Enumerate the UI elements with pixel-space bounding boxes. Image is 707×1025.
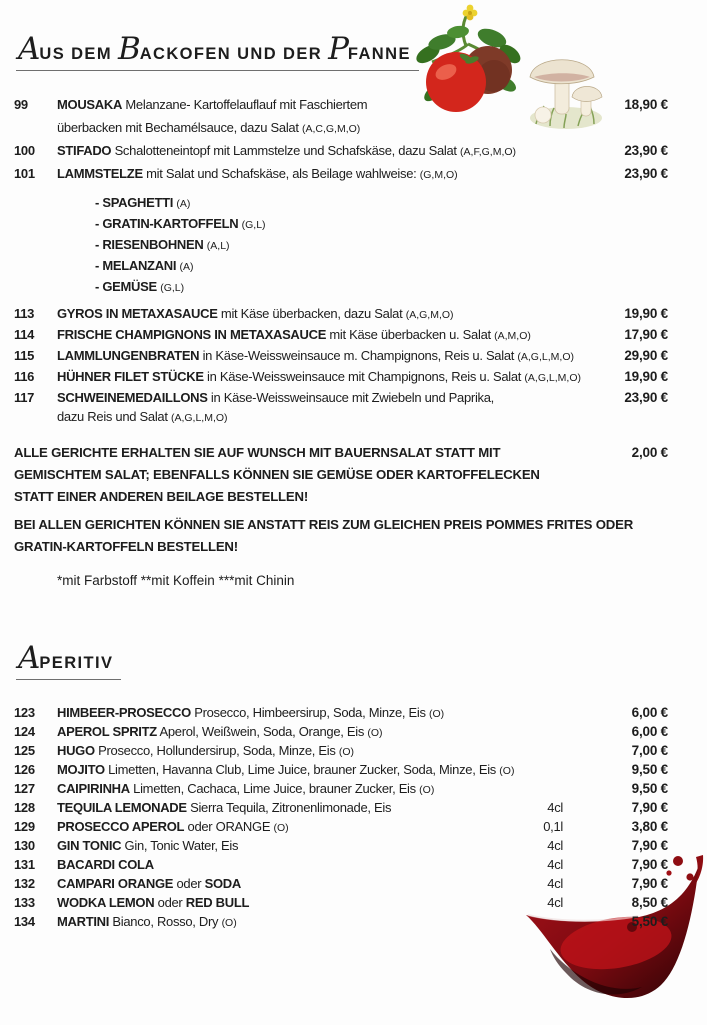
item-number: 117 bbox=[14, 390, 35, 405]
item-text bbox=[57, 761, 515, 780]
item-number: 100 bbox=[14, 143, 35, 158]
item-description: in Käse-Weissweinsauce mit Champignons, Reis u. Salat bbox=[207, 369, 522, 384]
item-price: 9,50 € bbox=[631, 762, 668, 777]
item-description: mit Salat und Schafskäse, als Beilage wahlweise: bbox=[146, 166, 417, 181]
item-price: 19,90 € bbox=[624, 369, 668, 384]
item-description: in Käse-Weissweinsauce mit Zwiebeln und Paprika, bbox=[210, 390, 494, 405]
item-price: 17,90 € bbox=[624, 327, 668, 342]
allergen-codes: (A,G,L,M,O) bbox=[524, 372, 581, 384]
allergen-codes: (A,L) bbox=[206, 240, 230, 252]
item-price: 7,90 € bbox=[631, 838, 668, 853]
allergen-codes: (O) bbox=[367, 727, 383, 739]
item-text bbox=[57, 325, 563, 346]
item-name: APEROL SPRITZ bbox=[57, 724, 157, 739]
notice-line: GEMISCHTEM SALAT; EBENFALLS KÖNNEN SIE GEMÜSE ODER KARTOFFELECKEN bbox=[14, 467, 540, 482]
menu-item-128 bbox=[14, 799, 668, 818]
title-text: ACKOFEN UND DER bbox=[139, 45, 329, 63]
item-name: HÜHNER FILET STÜCKE bbox=[57, 369, 204, 384]
item-price: 6,00 € bbox=[631, 705, 668, 720]
allergen-codes: (A,G,L,M,O) bbox=[170, 412, 228, 424]
item-number: 123 bbox=[14, 705, 35, 720]
item-connector: oder bbox=[157, 895, 183, 910]
allergen-codes: (A,C,G,M,O) bbox=[301, 123, 361, 135]
menu-item-130 bbox=[14, 837, 668, 856]
item-text bbox=[57, 837, 511, 856]
item-price: 8,50 € bbox=[631, 895, 668, 910]
notice-line: ALLE GERICHTE ERHALTEN SIE AUF WUNSCH MIT BAUERNSALAT STATT MIT bbox=[14, 445, 501, 460]
item-name: CAIPIRINHA bbox=[57, 781, 130, 796]
item-price: 5,50 € bbox=[631, 914, 668, 929]
allergen-codes: (A,G,L,M,O) bbox=[517, 351, 574, 363]
item-text bbox=[57, 367, 581, 388]
item-description: Schalotteneintopf mit Lammstelze und Schafskäse, dazu Salat bbox=[114, 143, 457, 158]
menu-item-134 bbox=[14, 913, 668, 932]
item-name-2: SODA bbox=[204, 876, 241, 891]
item-number: 99 bbox=[14, 97, 28, 112]
item-description: oder ORANGE bbox=[187, 819, 271, 834]
item-number: 132 bbox=[14, 876, 35, 891]
item-connector: oder bbox=[176, 876, 202, 891]
item-number: 134 bbox=[14, 914, 35, 929]
menu-item-125 bbox=[14, 742, 668, 761]
item-text bbox=[57, 704, 511, 723]
serving-size: 4cl bbox=[547, 800, 563, 815]
item-number: 127 bbox=[14, 781, 35, 796]
title-initial: A bbox=[18, 640, 40, 676]
item-description: Bianco, Rosso, Dry bbox=[112, 914, 219, 929]
menu-item-115 bbox=[14, 346, 668, 367]
item-name: MOJITO bbox=[57, 762, 105, 777]
item-description: mit Käse überbacken, dazu Salat bbox=[220, 306, 403, 321]
notice-line: STATT EINER ANDEREN BEILAGE BESTELLEN! bbox=[14, 489, 309, 504]
option-name: - MELANZANI bbox=[95, 258, 177, 273]
title-initial: P bbox=[328, 31, 348, 67]
allergen-codes: (A) bbox=[179, 261, 194, 273]
item-name: LAMMLUNGENBRATEN bbox=[57, 348, 200, 363]
option-name: - GRATIN-KARTOFFELN bbox=[95, 216, 239, 231]
item-name: STIFADO bbox=[57, 143, 112, 158]
item-number: 128 bbox=[14, 800, 35, 815]
item-name: MOUSAKA bbox=[57, 97, 123, 112]
allergen-codes: (O) bbox=[273, 822, 289, 834]
allergen-codes: (G,L) bbox=[160, 282, 185, 294]
serving-size: 4cl bbox=[547, 876, 563, 891]
item-description-2: überbacken mit Bechamélsauce, dazu Salat bbox=[57, 120, 299, 135]
side-option bbox=[14, 193, 668, 214]
menu-item-129 bbox=[14, 818, 668, 837]
item-description: Melanzane- Kartoffelauflauf mit Faschiertem bbox=[125, 97, 368, 112]
allergen-codes: (G,L) bbox=[241, 219, 266, 231]
item-price: 23,90 € bbox=[624, 143, 668, 158]
item-description: Aperol, Weißwein, Soda, Orange, Eis bbox=[159, 724, 365, 739]
item-number: 113 bbox=[14, 306, 35, 321]
notice-pommes bbox=[14, 514, 668, 558]
item-text bbox=[57, 799, 511, 818]
item-name: GIN TONIC bbox=[57, 838, 122, 853]
title-text: US DEM bbox=[39, 45, 118, 63]
allergen-codes: (O) bbox=[429, 708, 445, 720]
allergen-codes: (A) bbox=[176, 198, 191, 210]
option-name: - GEMÜSE bbox=[95, 279, 157, 294]
menu-item-116 bbox=[14, 367, 668, 388]
menu-item-127 bbox=[14, 780, 668, 799]
item-text bbox=[57, 140, 563, 163]
menu-item-124 bbox=[14, 723, 668, 742]
allergen-codes: (O) bbox=[419, 784, 435, 796]
menu-item-133 bbox=[14, 894, 668, 913]
item-price: 7,90 € bbox=[631, 800, 668, 815]
side-option bbox=[14, 214, 668, 235]
option-name: - SPAGHETTI bbox=[95, 195, 174, 210]
item-text bbox=[57, 875, 511, 894]
item-price: 9,50 € bbox=[631, 781, 668, 796]
serving-size: 4cl bbox=[547, 895, 563, 910]
notice-text bbox=[14, 514, 668, 558]
item-description: Prosecco, Himbeersirup, Soda, Minze, Eis bbox=[194, 705, 426, 720]
item-line1 bbox=[57, 388, 563, 407]
item-price: 6,00 € bbox=[631, 724, 668, 739]
menu-item-132 bbox=[14, 875, 668, 894]
section-backofen-header bbox=[16, 31, 668, 71]
item-number: 124 bbox=[14, 724, 35, 739]
item-line2 bbox=[57, 407, 563, 428]
dish-list-2 bbox=[14, 304, 668, 428]
item-description: Limetten, Cachaca, Lime Juice, brauner Zucker, Eis bbox=[133, 781, 416, 796]
item-name: LAMMSTELZE bbox=[57, 166, 143, 181]
notice-price: 2,00 € bbox=[631, 445, 668, 460]
item-name: TEQUILA LEMONADE bbox=[57, 800, 187, 815]
additives-footnote: *mit Farbstoff **mit Koffein ***mit Chinin bbox=[57, 573, 295, 588]
menu-item-131 bbox=[14, 856, 668, 875]
item-number: 114 bbox=[14, 327, 35, 342]
drink-list bbox=[14, 704, 668, 932]
side-option bbox=[14, 235, 668, 256]
item-price: 7,00 € bbox=[631, 743, 668, 758]
dish-list-1 bbox=[14, 94, 668, 186]
item-number: 130 bbox=[14, 838, 35, 853]
item-price: 7,90 € bbox=[631, 876, 668, 891]
item-text bbox=[57, 913, 511, 932]
menu-item-101 bbox=[14, 163, 668, 186]
item-price: 7,90 € bbox=[631, 857, 668, 872]
allergen-codes: (A,G,M,O) bbox=[405, 309, 454, 321]
item-number: 115 bbox=[14, 348, 35, 363]
item-text bbox=[57, 742, 511, 761]
item-text bbox=[57, 94, 563, 140]
item-name: PROSECCO APEROL bbox=[57, 819, 185, 834]
title-text: FANNE bbox=[347, 45, 411, 63]
item-number: 129 bbox=[14, 819, 35, 834]
item-description: in Käse-Weissweinsauce m. Champignons, Reis u. Salat bbox=[202, 348, 515, 363]
item-name: SCHWEINEMEDAILLONS bbox=[57, 390, 208, 405]
item-name: HIMBEER-PROSECCO bbox=[57, 705, 191, 720]
title-text: PERITIV bbox=[39, 654, 114, 672]
item-name: MARTINI bbox=[57, 914, 110, 929]
item-name: CAMPARI ORANGE bbox=[57, 876, 174, 891]
serving-size: 0,1l bbox=[543, 819, 563, 834]
allergen-codes: (O) bbox=[221, 917, 237, 929]
item-description-2: dazu Reis und Salat bbox=[57, 409, 168, 424]
item-name-2: RED BULL bbox=[185, 895, 250, 910]
item-name: BACARDI COLA bbox=[57, 857, 154, 872]
item-text bbox=[57, 163, 563, 186]
section-title-backofen bbox=[16, 31, 419, 71]
menu-item-123 bbox=[14, 704, 668, 723]
side-option-list bbox=[14, 193, 668, 298]
item-description: Limetten, Havanna Club, Lime Juice, brauner Zucker, Soda, Minze, Eis bbox=[108, 762, 496, 777]
serving-size: 4cl bbox=[547, 857, 563, 872]
item-name: WODKA LEMON bbox=[57, 895, 155, 910]
menu-item-99 bbox=[14, 94, 668, 140]
menu-item-126 bbox=[14, 761, 668, 780]
item-number: 126 bbox=[14, 762, 35, 777]
item-name: GYROS IN METAXASAUCE bbox=[57, 306, 218, 321]
item-description: Sierra Tequila, Zitronenlimonade, Eis bbox=[190, 800, 392, 815]
notice-line: GRATIN-KARTOFFELN BESTELLEN! bbox=[14, 539, 238, 554]
item-price: 19,90 € bbox=[624, 306, 668, 321]
item-description: mit Käse überbacken u. Salat bbox=[329, 327, 491, 342]
allergen-codes: (A,M,O) bbox=[494, 330, 531, 342]
allergen-codes: (O) bbox=[338, 746, 355, 758]
item-line1 bbox=[57, 94, 563, 117]
side-option bbox=[14, 277, 668, 298]
item-text bbox=[57, 388, 563, 428]
item-text bbox=[57, 856, 511, 875]
item-number: 125 bbox=[14, 743, 35, 758]
item-price: 18,90 € bbox=[624, 97, 668, 112]
serving-size: 4cl bbox=[547, 838, 563, 853]
item-price: 3,80 € bbox=[631, 819, 668, 834]
section-aperitiv-header bbox=[16, 640, 668, 680]
item-text bbox=[57, 818, 511, 837]
item-text bbox=[57, 304, 563, 325]
item-text bbox=[57, 346, 574, 367]
item-price: 23,90 € bbox=[624, 166, 668, 181]
side-option bbox=[14, 256, 668, 277]
item-name: FRISCHE CHAMPIGNONS IN METAXASAUCE bbox=[57, 327, 327, 342]
notice-text bbox=[14, 442, 563, 508]
item-number: 116 bbox=[14, 369, 35, 384]
menu-item-100 bbox=[14, 140, 668, 163]
option-name: - RIESENBOHNEN bbox=[95, 237, 204, 252]
title-initial: A bbox=[18, 31, 40, 67]
item-text bbox=[57, 894, 511, 913]
menu-item-117 bbox=[14, 388, 668, 428]
item-description: Gin, Tonic Water, Eis bbox=[124, 838, 239, 853]
title-initial: B bbox=[117, 31, 140, 67]
item-description: Prosecco, Hollundersirup, Soda, Minze, Eis bbox=[98, 743, 336, 758]
notice-line: BEI ALLEN GERICHTEN KÖNNEN SIE ANSTATT REIS ZUM GLEICHEN PREIS POMMES FRITES ODER bbox=[14, 517, 634, 532]
allergen-codes: (G,M,O) bbox=[419, 169, 458, 181]
menu-item-114 bbox=[14, 325, 668, 346]
item-price: 29,90 € bbox=[624, 348, 668, 363]
item-line2 bbox=[57, 117, 563, 140]
allergen-codes: (O) bbox=[499, 765, 515, 777]
item-name: HUGO bbox=[57, 743, 95, 758]
item-text bbox=[57, 723, 511, 742]
item-number: 101 bbox=[14, 166, 35, 181]
notice-bauernsalat bbox=[14, 442, 668, 508]
item-price: 23,90 € bbox=[624, 390, 668, 405]
allergen-codes: (A,F,G,M,O) bbox=[460, 146, 517, 158]
menu-item-113 bbox=[14, 304, 668, 325]
item-number: 131 bbox=[14, 857, 35, 872]
item-text bbox=[57, 780, 511, 799]
section-title-aperitiv bbox=[16, 640, 121, 680]
item-number: 133 bbox=[14, 895, 35, 910]
